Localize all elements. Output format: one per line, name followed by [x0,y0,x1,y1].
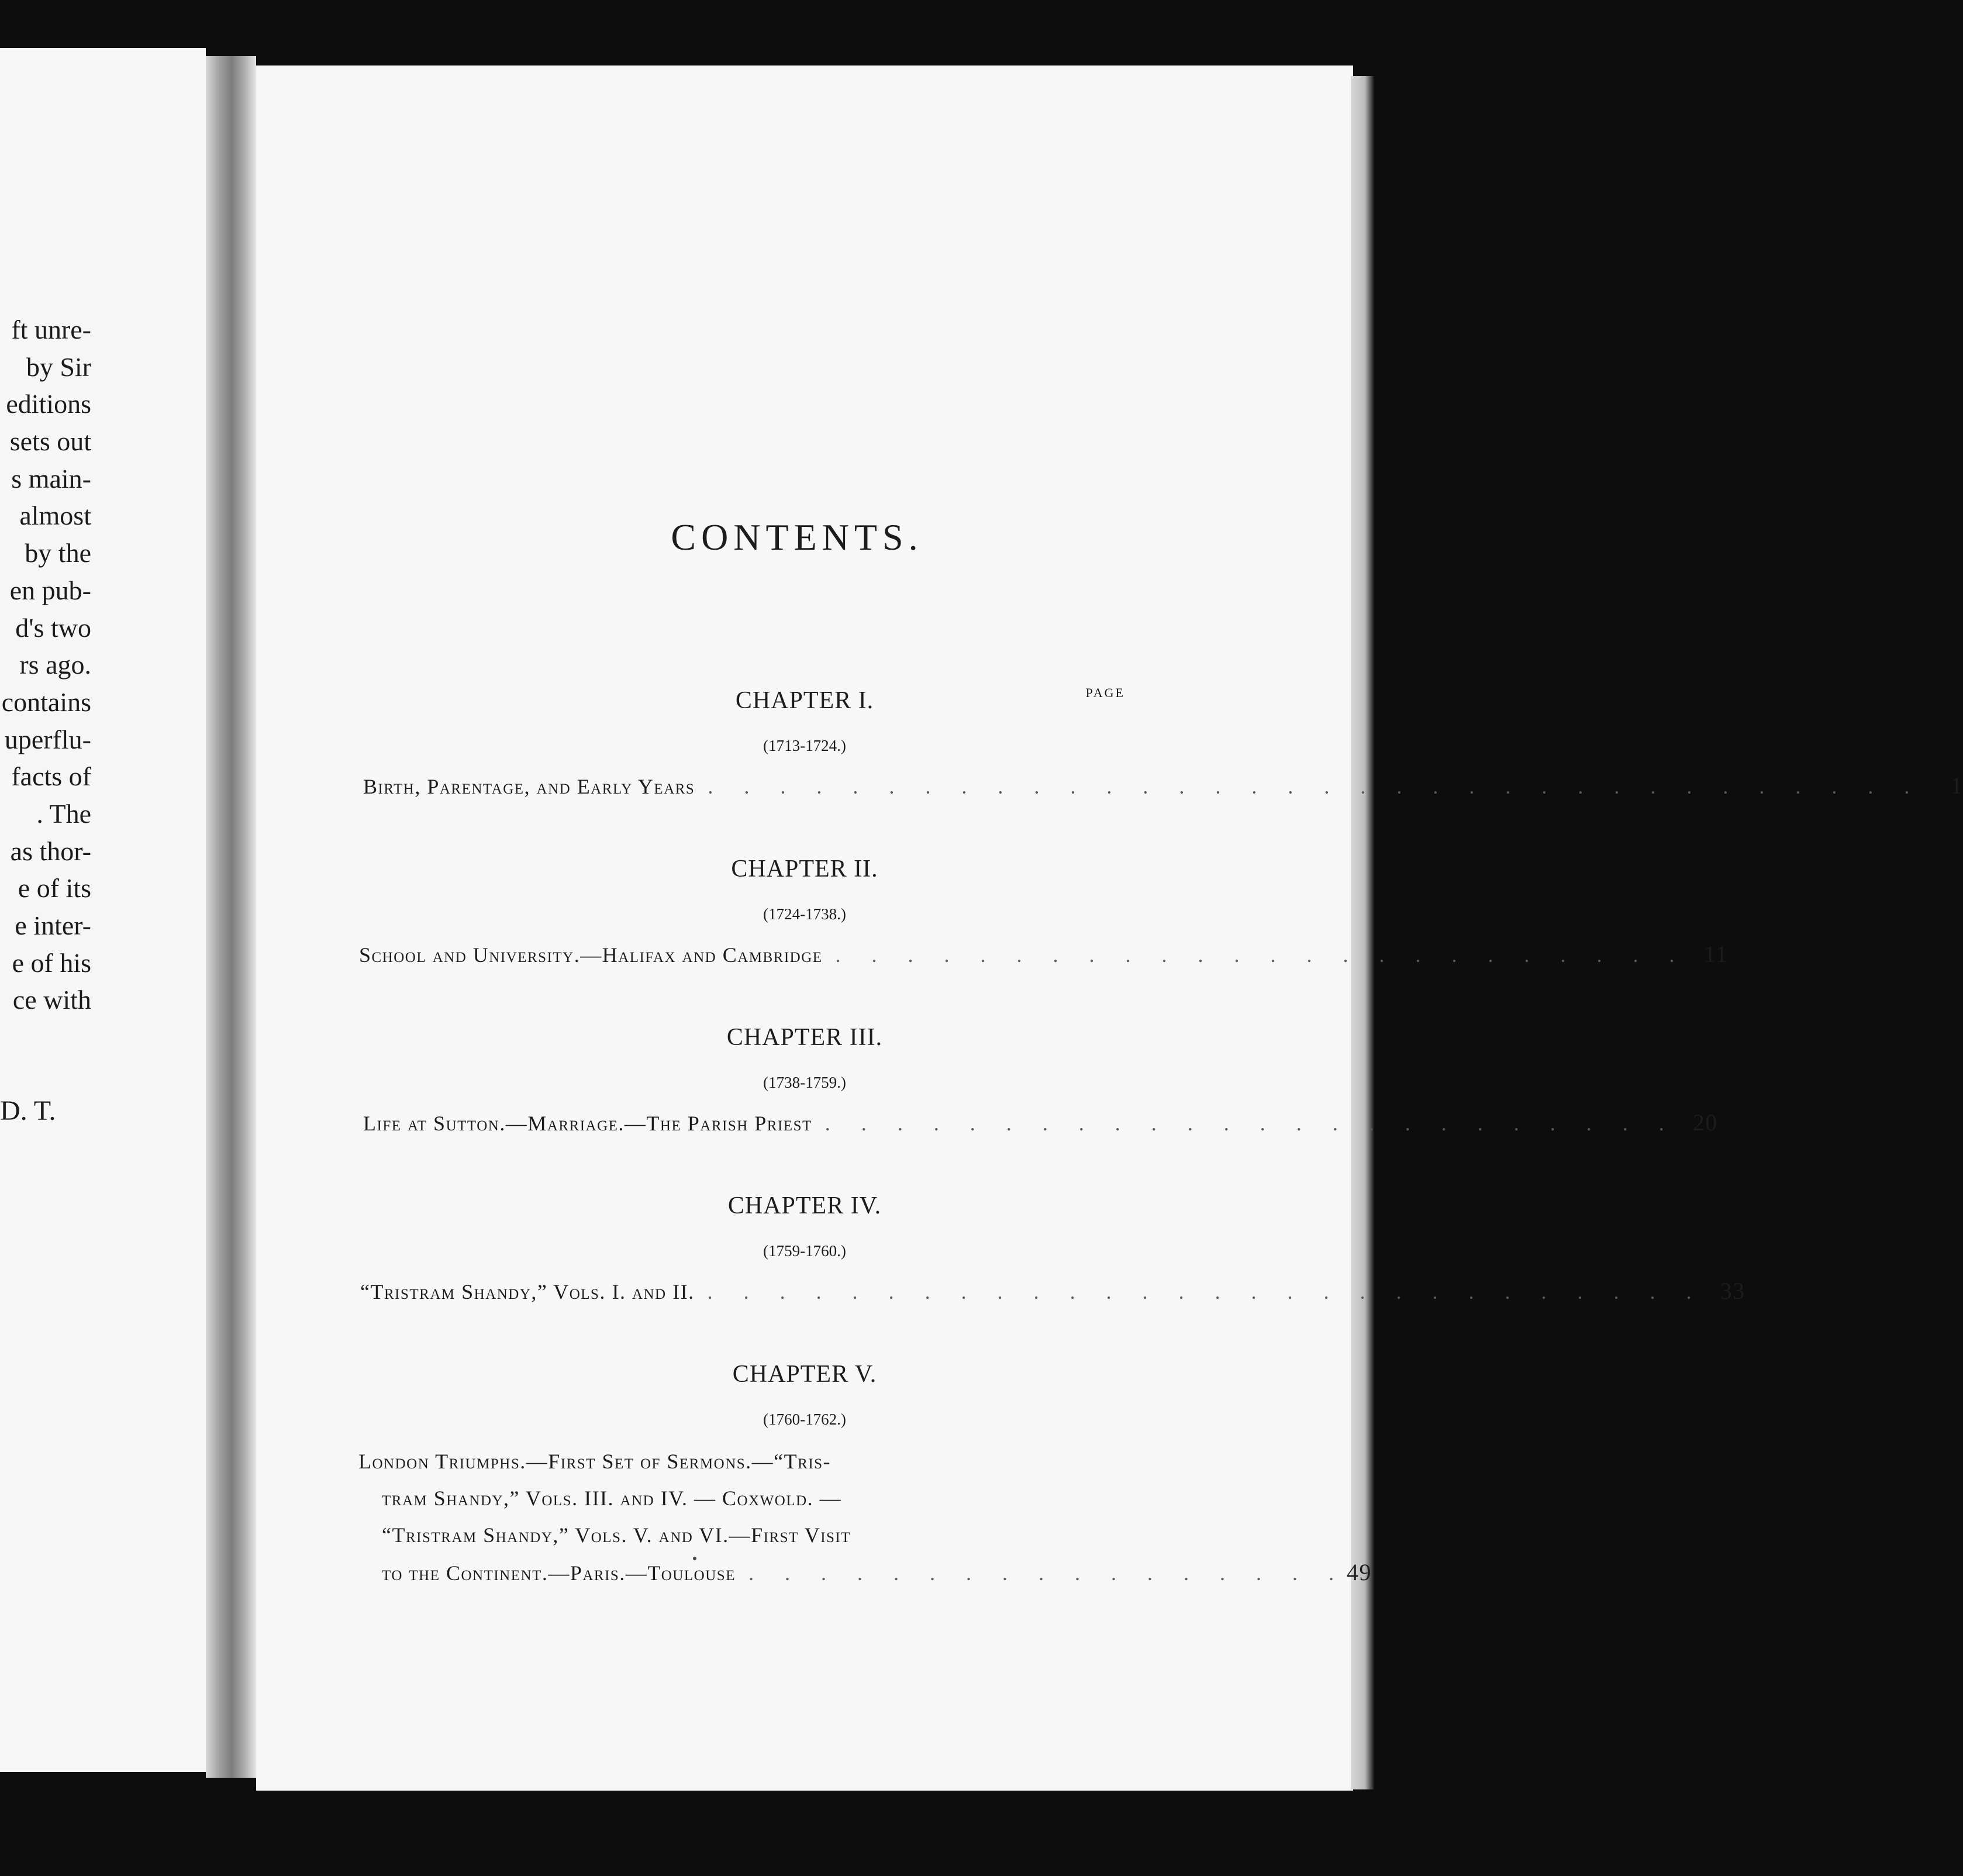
toc-entry-line: tram Shandy,” Vols. III. and IV. — Coxwold. — [382,1487,842,1510]
page-column-label: PAGE [1085,685,1125,700]
toc-entry-page: 11 [1704,941,1729,967]
toc-entry[interactable] [363,1109,1718,1136]
book-gutter [206,56,256,1778]
left-line: rs ago. [19,650,91,680]
toc-entry[interactable] [363,772,1963,799]
toc-entry-line: “Tristram Shandy,” Vols. V. and VI.—First Visit [382,1523,851,1547]
toc-entry-last-line [358,1554,1372,1591]
left-line: as thor- [10,836,91,866]
author-initials: D. T. [0,1095,56,1126]
left-line: e of its [18,873,91,903]
toc-entry-title: “Tristram Shandy,” Vols. I. and II. [360,1280,695,1303]
left-line: . The [36,798,91,829]
toc-entry-line: London Triumphs.—First Set of Sermons.—“Tris- [358,1450,832,1473]
toc-entry-title: Life at Sutton.—Marriage.—The Parish Priest [363,1112,812,1135]
left-line: contains [1,687,91,717]
left-line: facts of [11,761,91,792]
chapter-dates: (1760-1762.) [763,1411,846,1428]
left-line: by Sir [26,351,91,382]
toc-entry-title: School and University.—Halifax and Cambridge [359,943,823,967]
chapter-dates: (1713-1724.) [763,737,846,754]
left-line: ft unre- [11,315,91,344]
leader-dots: . . . . . . . . . . . . . . . . . [748,1561,1347,1585]
toc-entry-page: 49 [1346,1559,1372,1585]
left-line: ce with [12,985,91,1015]
left-line: sets out [9,426,91,457]
chapter-heading: CHAPTER I. [735,687,874,714]
left-line: s main- [11,463,91,494]
chapter-heading: CHAPTER III. [726,1024,883,1051]
chapter-dates: (1738-1759.) [763,1074,846,1091]
table-of-contents [256,65,1963,1791]
toc-entry[interactable] [360,1277,1745,1305]
toc-entry-page: 33 [1720,1278,1745,1304]
scan-speck [693,1557,696,1560]
left-line: almost [19,501,91,531]
leader-dots: . . . . . . . . . . . . . . . . . . . . . . . . . . . . [707,1280,1705,1303]
leader-dots: . . . . . . . . . . . . . . . . . . . . . . . . . . . . . . . . . . [708,775,1923,798]
toc-entry-page: 1 [1950,773,1963,799]
leader-dots: . . . . . . . . . . . . . . . . . . . . . . . . [824,1112,1677,1135]
chapter-dates: (1724-1738.) [763,905,846,923]
toc-entry-line: to the Continent.—Paris.—Toulouse [382,1561,736,1585]
left-line: d's two [15,612,91,643]
chapter-dates: (1759-1760.) [763,1242,846,1260]
left-line: by the [25,538,91,568]
chapter-heading: CHAPTER IV. [727,1192,882,1219]
left-page-text [0,311,91,1019]
toc-entry[interactable] [359,940,1729,968]
left-page [0,48,206,1772]
toc-entry-multiline[interactable] [358,1443,1372,1591]
left-line: e inter- [15,911,91,940]
chapter-heading: CHAPTER II. [731,856,878,882]
left-line: e of his [12,947,91,978]
left-line: editions [6,389,91,419]
left-line: uperflu- [4,724,91,754]
chapter-heading: CHAPTER V. [732,1361,877,1388]
toc-entry-page: 20 [1692,1109,1718,1136]
page-edge [1351,76,1374,1789]
toc-entry-title: Birth, Parentage, and Early Years [363,775,695,798]
contents-title: CONTENTS. [671,516,923,558]
left-line: en pub- [9,575,91,605]
leader-dots: . . . . . . . . . . . . . . . . . . . . . . . . [835,943,1688,967]
